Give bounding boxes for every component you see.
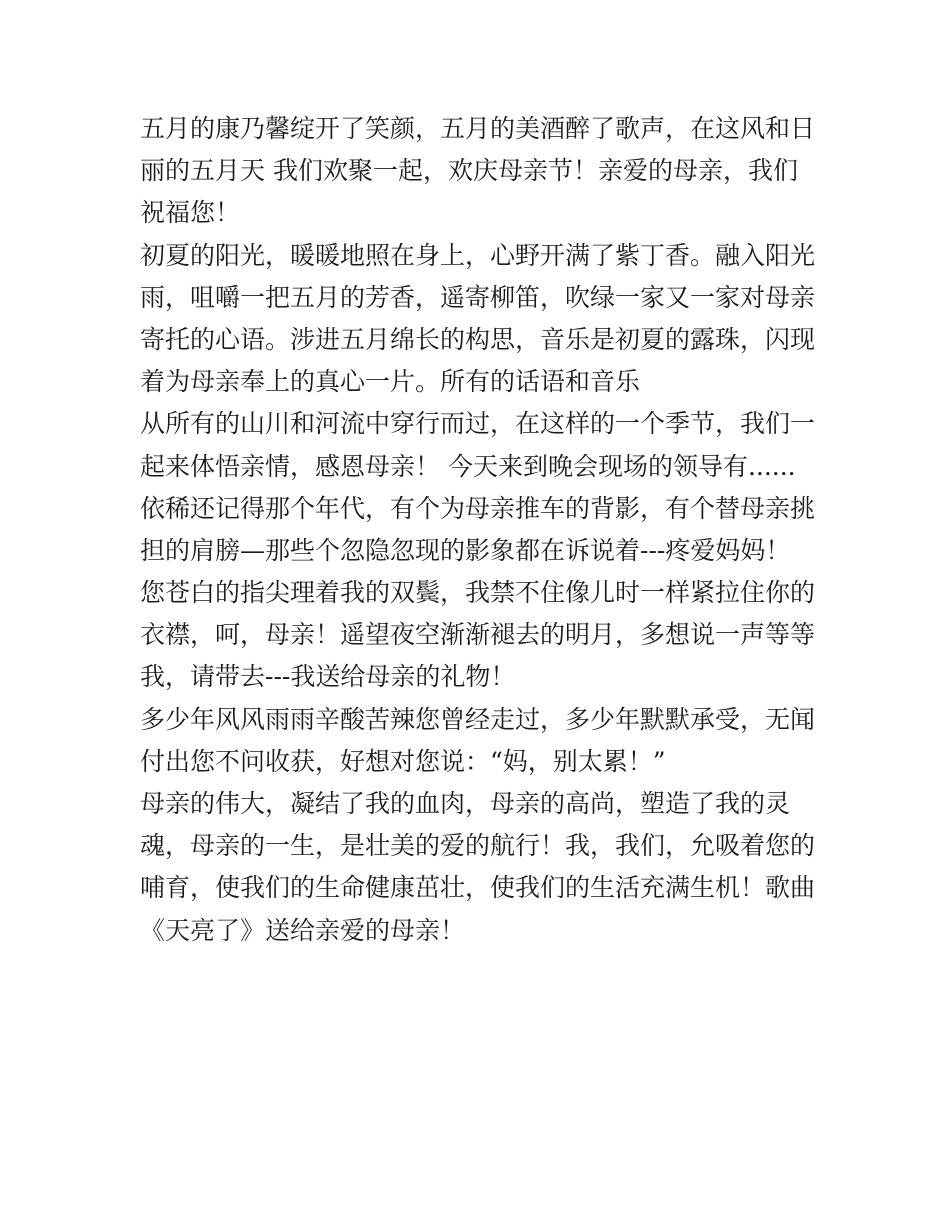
paragraph-line: 《天亮了》送给亲爱的母亲！ xyxy=(140,915,466,945)
paragraph-line: 依稀还记得那个年代，有个为母亲推车的背影，有个替母亲挑 xyxy=(140,493,816,523)
paragraph-line: 丽的五月天 我们欢聚一起，欢庆母亲节！亲爱的母亲，我们 xyxy=(140,156,798,186)
document-body xyxy=(140,108,820,952)
paragraph-line: 起来体悟亲情，感恩母亲！ 今天来到晚会现场的领导有...... xyxy=(140,451,796,481)
paragraph-line: 我，请带去---我送给母亲的礼物！ xyxy=(140,662,516,692)
paragraph-line: 哺育，使我们的生命健康茁壮，使我们的生活充满生机！歌曲 xyxy=(140,873,816,903)
paragraph-line: 多少年风风雨雨辛酸苦辣您曾经走过，多少年默默承受，无闻 xyxy=(140,704,816,734)
paragraph-line: 祝福您！ xyxy=(140,198,241,228)
paragraph-1 xyxy=(140,108,820,235)
paragraph-line: 担的肩膀—那些个忽隐忽现的影象都在诉说着---疼爱妈妈！ xyxy=(140,535,791,565)
paragraph-line: 五月的康乃馨绽开了笑颜，五月的美酒醉了歌声，在这风和日 xyxy=(140,114,816,143)
paragraph-5 xyxy=(140,572,820,699)
paragraph-7 xyxy=(140,783,820,952)
paragraph-line: 从所有的山川和河流中穿行而过，在这样的一个季节，我们一 xyxy=(140,409,816,439)
paragraph-line: 母亲的伟大，凝结了我的血肉，母亲的高尚，塑造了我的灵 xyxy=(140,789,791,818)
paragraph-line: 衣襟，呵，母亲！遥望夜空渐渐褪去的明月，多想说一声等等 xyxy=(140,620,816,650)
paragraph-2 xyxy=(140,235,820,404)
paragraph-6 xyxy=(140,699,820,783)
paragraph-line: 付出您不问收获，好想对您说：“妈，别太累！” xyxy=(140,746,666,776)
paragraph-line: 初夏的阳光，暖暖地照在身上，心野开满了紫丁香。融入阳光 xyxy=(140,240,816,270)
paragraph-3 xyxy=(140,403,820,487)
paragraph-line: 寄托的心语。涉进五月绵长的构思，音乐是初夏的露珠，闪现 xyxy=(140,324,816,354)
paragraph-line: 您苍白的指尖理着我的双鬓，我禁不住像儿时一样紧拉住你的 xyxy=(140,578,816,608)
paragraph-4 xyxy=(140,488,820,572)
paragraph-line: 魂，母亲的一生，是壮美的爱的航行！我，我们，允吸着您的 xyxy=(140,831,816,861)
paragraph-line: 着为母亲奉上的真心一片。所有的话语和音乐 xyxy=(140,367,641,397)
paragraph-line: 雨，咀嚼一把五月的芳香，遥寄柳笛，吹绿一家又一家对母亲 xyxy=(140,282,816,312)
